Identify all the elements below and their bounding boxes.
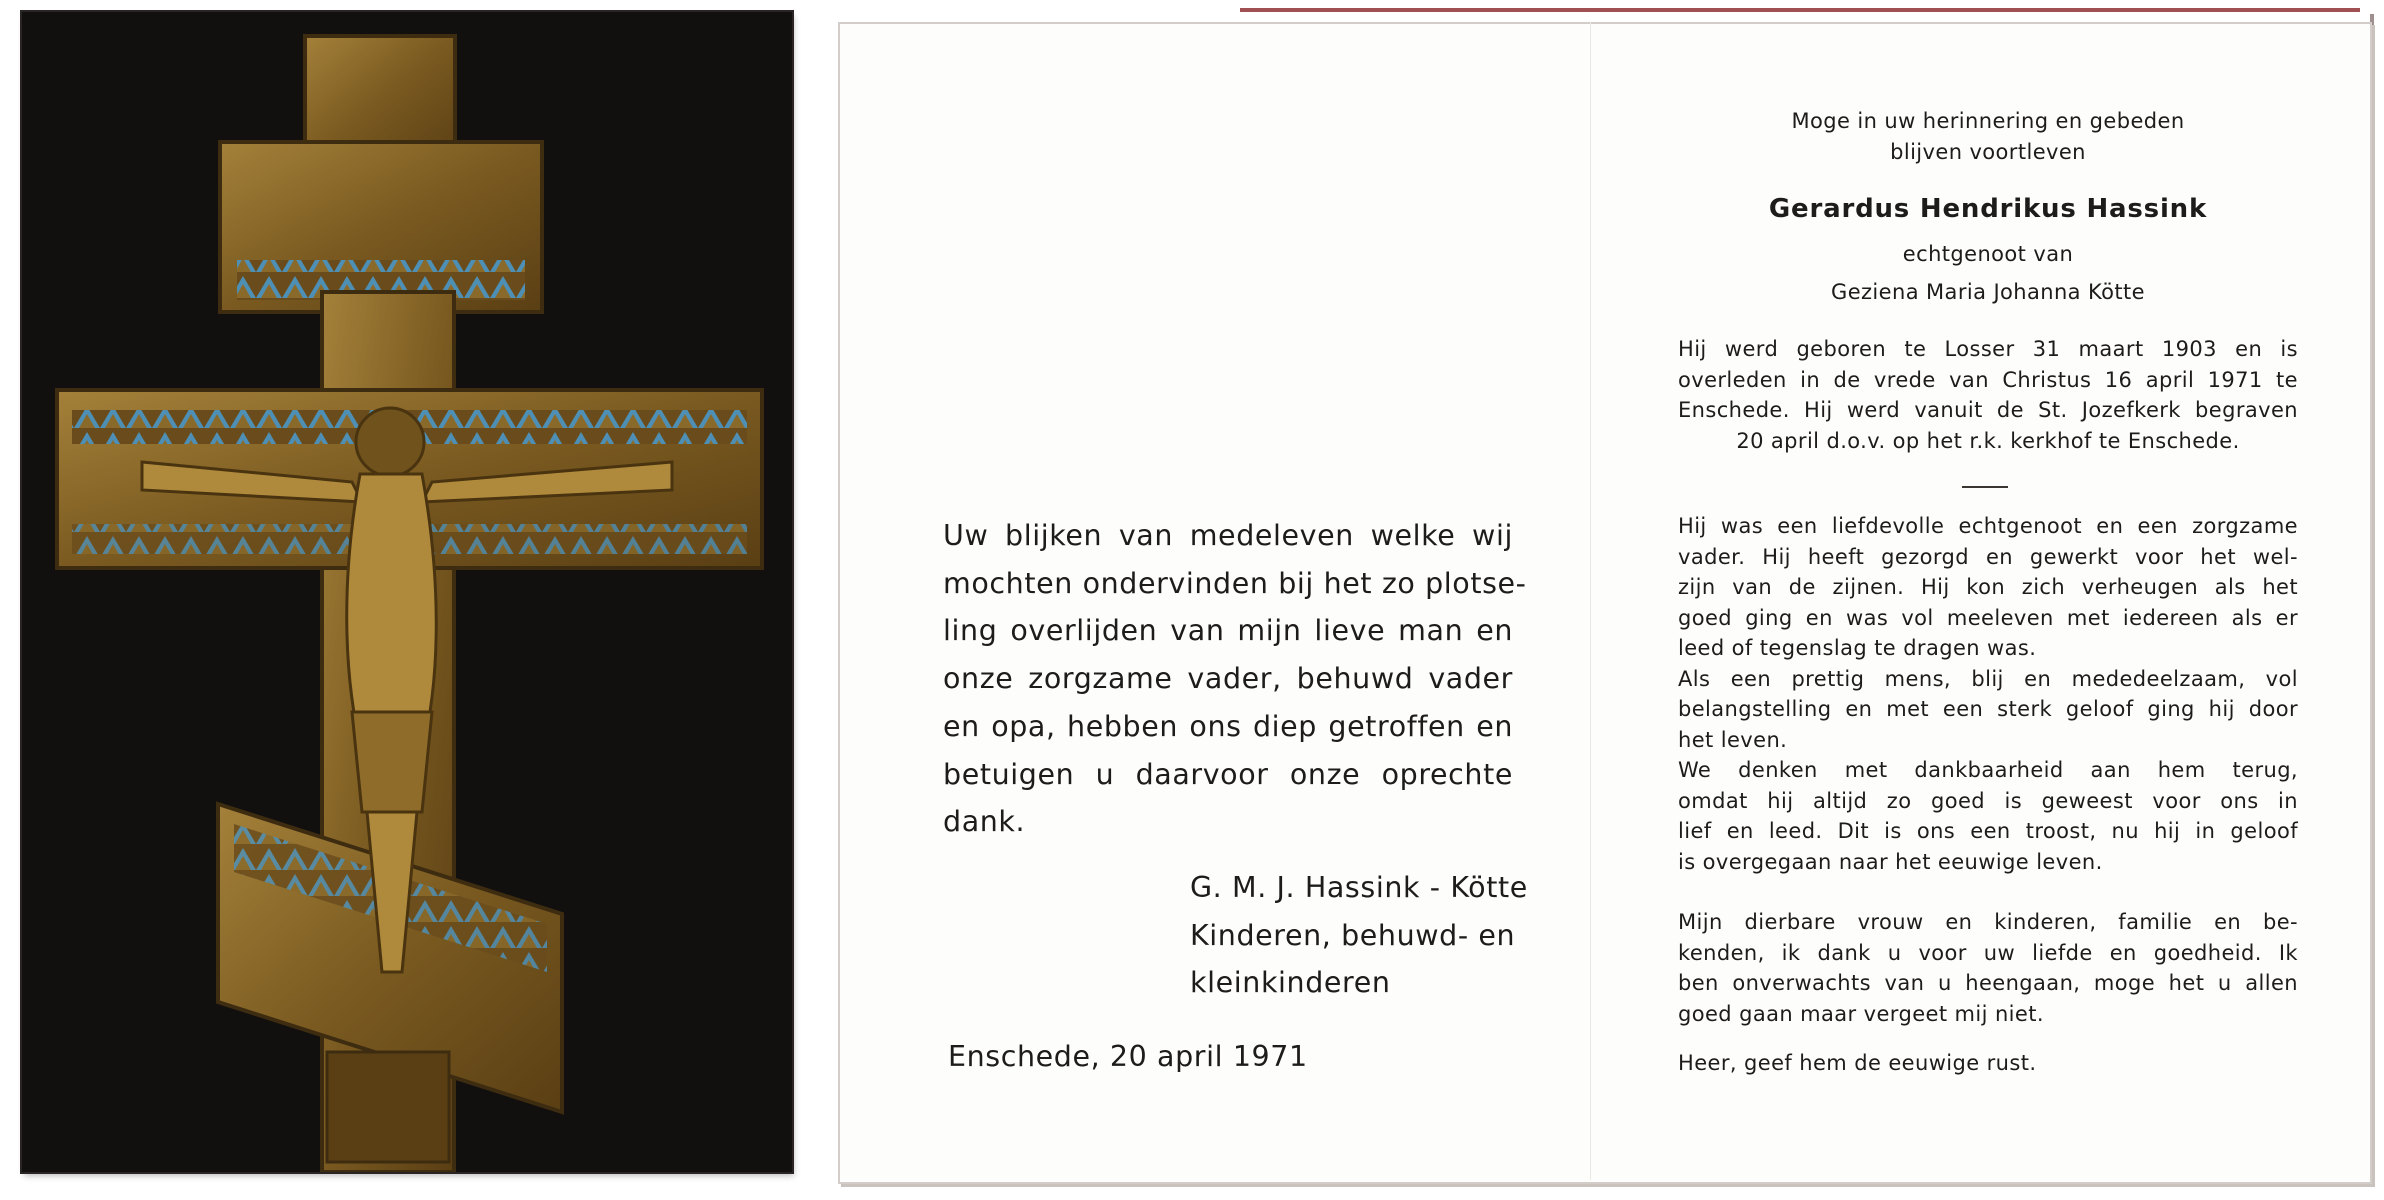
tribute-line: belangstelling en met een sterk geloof ging hij door bbox=[1678, 697, 2298, 721]
bio-line: Enschede. Hij werd vanuit de St. Jozefkerk begraven bbox=[1678, 398, 2298, 422]
tribute-line: Hij was een liefdevolle echtgenoot en een zorgzame bbox=[1678, 514, 2298, 538]
bio-line: Hij werd geboren te Losser 31 maart 1903 en is bbox=[1678, 337, 2298, 361]
thanks-line: en opa, hebben ons diep getroffen en bbox=[943, 709, 1513, 743]
card-edge bbox=[1240, 8, 2360, 12]
motto bbox=[1678, 106, 2298, 168]
section-divider bbox=[1962, 486, 2008, 488]
thanks-line: mochten ondervinden bij het zo plotse- bbox=[943, 566, 1527, 600]
motto-line: blijven voortleven bbox=[1890, 140, 2086, 164]
bio-line: 20 april d.o.v. op het r.k. kerkhof te Enschede. bbox=[1736, 428, 2240, 453]
farewell-line: kenden, ik dank u voor uw liefde en goedheid. Ik bbox=[1678, 940, 2298, 965]
signature-line: G. M. J. Hassink - Kötte bbox=[1190, 871, 1528, 904]
thanks-line: onze zorgzame vader, behuwd vader bbox=[943, 662, 1513, 696]
tribute-line: We denken met dankbaarheid aan hem terug, bbox=[1678, 758, 2298, 782]
tribute-line: zijn van de zijnen. Hij kon zich verheugen als het bbox=[1678, 575, 2298, 599]
tribute-line: lief en leed. Dit is ons een troost, nu hij in geloof bbox=[1678, 819, 2298, 843]
thanks-message bbox=[943, 512, 1527, 846]
signature-line: Kinderen, behuwd- en bbox=[1190, 918, 1516, 952]
thanks-line: betuigen u daarvoor onze oprechte bbox=[943, 757, 1513, 791]
tribute-line: omdat hij altijd zo goed is geweest voor ons in bbox=[1678, 788, 2298, 813]
farewell-line: goed gaan maar vergeet mij niet. bbox=[1678, 1001, 2044, 1026]
crucifix-illustration bbox=[22, 12, 792, 1172]
tribute-line: is overgegaan naar het eeuwige leven. bbox=[1678, 849, 2103, 874]
spouse-label: echtgenoot van bbox=[1902, 242, 2074, 266]
closing-prayer: Heer, geef hem de eeuwige rust. bbox=[1678, 1051, 2037, 1075]
tribute-line: leed of tegenslag te dragen was. bbox=[1678, 636, 2037, 660]
thanks-line: Uw blijken van medeleven welke wij bbox=[943, 519, 1513, 552]
signature-block bbox=[1190, 864, 1528, 1007]
signature-line: kleinkinderen bbox=[1190, 966, 1391, 1000]
tribute-line: goed ging en was vol meeleven met iedereen als er bbox=[1678, 605, 2298, 630]
biography bbox=[1678, 334, 2298, 456]
tribute-line: Als een prettig mens, blij en mededeelzaam, vol bbox=[1678, 666, 2298, 691]
crucifix-photo bbox=[22, 12, 792, 1172]
tribute-paragraph bbox=[1678, 511, 2298, 877]
farewell-paragraph bbox=[1678, 907, 2298, 1029]
thanks-line: ling overlijden van mijn lieve man en bbox=[943, 614, 1513, 648]
tribute-line: het leven. bbox=[1678, 727, 1788, 752]
spouse-name: Geziena Maria Johanna Kötte bbox=[1831, 280, 2145, 304]
place-date: Enschede, 20 april 1971 bbox=[948, 1040, 1308, 1073]
bio-line: overleden in de vrede van Christus 16 april 1971 te bbox=[1678, 367, 2298, 392]
tribute-line: vader. Hij heeft gezorgd en gewerkt voor het wel- bbox=[1678, 544, 2298, 569]
farewell-line: ben onverwachts van u heengaan, moge het u allen bbox=[1678, 971, 2298, 995]
thanks-line: dank. bbox=[943, 805, 1026, 839]
farewell-line: Mijn dierbare vrouw en kinderen, familie en be- bbox=[1678, 910, 2298, 934]
deceased-name: Gerardus Hendrikus Hassink bbox=[1768, 194, 2208, 224]
motto-line: Moge in uw herinnering en gebeden bbox=[1791, 109, 2185, 133]
card-fold bbox=[1590, 22, 1591, 1180]
